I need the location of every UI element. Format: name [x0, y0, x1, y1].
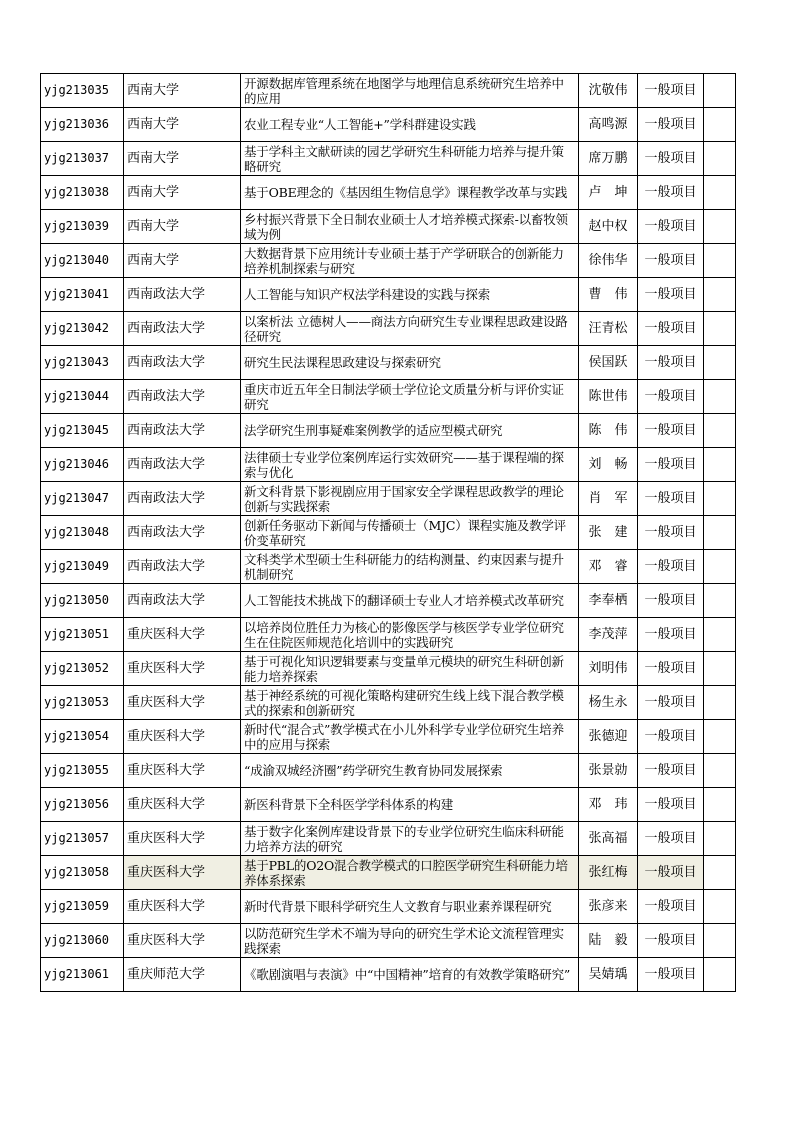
project-code: yjg213060 [41, 924, 124, 958]
project-type: 一般项目 [638, 312, 704, 346]
school-name: 重庆医科大学 [124, 822, 241, 856]
school-name: 西南政法大学 [124, 414, 241, 448]
project-code: yjg213058 [41, 856, 124, 890]
school-name: 西南政法大学 [124, 278, 241, 312]
empty-cell [704, 108, 736, 142]
project-leader: 刘明伟 [579, 652, 638, 686]
empty-cell [704, 584, 736, 618]
table-row [41, 414, 736, 448]
school-name: 重庆医科大学 [124, 924, 241, 958]
project-code: yjg213038 [41, 176, 124, 210]
project-title: 乡村振兴背景下全日制农业硕士人才培养模式探索-以畜牧领域为例 [241, 210, 579, 244]
project-type: 一般项目 [638, 788, 704, 822]
project-code: yjg213045 [41, 414, 124, 448]
table-row [41, 210, 736, 244]
project-leader: 高鸣源 [579, 108, 638, 142]
project-leader: 李茂萍 [579, 618, 638, 652]
table-row [41, 278, 736, 312]
project-type: 一般项目 [638, 176, 704, 210]
project-code: yjg213052 [41, 652, 124, 686]
project-leader: 邓 玮 [579, 788, 638, 822]
school-name: 重庆医科大学 [124, 618, 241, 652]
school-name: 西南政法大学 [124, 346, 241, 380]
project-leader: 张高福 [579, 822, 638, 856]
empty-cell [704, 346, 736, 380]
project-leader: 肖 军 [579, 482, 638, 516]
empty-cell [704, 754, 736, 788]
project-type: 一般项目 [638, 346, 704, 380]
school-name: 西南政法大学 [124, 550, 241, 584]
project-title: 大数据背景下应用统计专业硕士基于产学研联合的创新能力培养机制探索与研究 [241, 244, 579, 278]
table-row [41, 244, 736, 278]
empty-cell [704, 958, 736, 992]
project-title: 法学研究生刑事疑难案例教学的适应型模式研究 [241, 414, 579, 448]
project-type: 一般项目 [638, 618, 704, 652]
project-leader: 赵中权 [579, 210, 638, 244]
project-leader: 席万鹏 [579, 142, 638, 176]
project-title: 基于学科主文献研读的园艺学研究生科研能力培养与提升策略研究 [241, 142, 579, 176]
project-type: 一般项目 [638, 380, 704, 414]
table-row [41, 788, 736, 822]
project-title: 《歌剧演唱与表演》中“中国精神”培育的有效教学策略研究” [241, 958, 579, 992]
project-leader: 曹 伟 [579, 278, 638, 312]
table-row [41, 754, 736, 788]
table-row [41, 652, 736, 686]
school-name: 西南政法大学 [124, 482, 241, 516]
school-name: 西南政法大学 [124, 380, 241, 414]
project-leader: 汪青松 [579, 312, 638, 346]
project-leader: 侯国跃 [579, 346, 638, 380]
empty-cell [704, 652, 736, 686]
empty-cell [704, 720, 736, 754]
project-leader: 刘 畅 [579, 448, 638, 482]
project-type: 一般项目 [638, 482, 704, 516]
project-type: 一般项目 [638, 856, 704, 890]
project-code: yjg213039 [41, 210, 124, 244]
project-title: 农业工程专业“人工智能+”学科群建设实践 [241, 108, 579, 142]
school-name: 西南政法大学 [124, 312, 241, 346]
table-row [41, 822, 736, 856]
empty-cell [704, 686, 736, 720]
project-type: 一般项目 [638, 958, 704, 992]
project-code: yjg213046 [41, 448, 124, 482]
project-leader: 徐伟华 [579, 244, 638, 278]
project-title: 创新任务驱动下新闻与传播硕士（MJC）课程实施及教学评价变革研究 [241, 516, 579, 550]
project-code: yjg213041 [41, 278, 124, 312]
project-title: 以案析法 立德树人——商法方向研究生专业课程思政建设路径研究 [241, 312, 579, 346]
project-code: yjg213061 [41, 958, 124, 992]
project-title: 基于可视化知识逻辑要素与变量单元模块的研究生科研创新能力培养探索 [241, 652, 579, 686]
project-leader: 邓 睿 [579, 550, 638, 584]
school-name: 重庆医科大学 [124, 686, 241, 720]
table-row [41, 720, 736, 754]
school-name: 重庆医科大学 [124, 788, 241, 822]
empty-cell [704, 890, 736, 924]
school-name: 重庆医科大学 [124, 890, 241, 924]
table-row [41, 584, 736, 618]
empty-cell [704, 142, 736, 176]
project-type: 一般项目 [638, 108, 704, 142]
table-row [41, 890, 736, 924]
table-row [41, 380, 736, 414]
project-type: 一般项目 [638, 652, 704, 686]
project-leader: 李奉栖 [579, 584, 638, 618]
project-type: 一般项目 [638, 516, 704, 550]
project-leader: 吴婧瑀 [579, 958, 638, 992]
empty-cell [704, 482, 736, 516]
project-type: 一般项目 [638, 278, 704, 312]
project-title: 新时代背景下眼科学研究生人文教育与职业素养课程研究 [241, 890, 579, 924]
project-title: 新时代“混合式”教学模式在小儿外科学专业学位研究生培养中的应用与探索 [241, 720, 579, 754]
project-code: yjg213037 [41, 142, 124, 176]
project-leader: 张彦来 [579, 890, 638, 924]
project-title: 基于数字化案例库建设背景下的专业学位研究生临床科研能力培养方法的研究 [241, 822, 579, 856]
table-row [41, 448, 736, 482]
project-code: yjg213057 [41, 822, 124, 856]
project-title: 开源数据库管理系统在地图学与地理信息系统研究生培养中的应用 [241, 74, 579, 108]
project-title: 研究生民法课程思政建设与探索研究 [241, 346, 579, 380]
project-code: yjg213035 [41, 74, 124, 108]
project-code: yjg213053 [41, 686, 124, 720]
empty-cell [704, 176, 736, 210]
project-type: 一般项目 [638, 74, 704, 108]
project-type: 一般项目 [638, 244, 704, 278]
project-code: yjg213044 [41, 380, 124, 414]
project-title: 人工智能与知识产权法学科建设的实践与探索 [241, 278, 579, 312]
empty-cell [704, 244, 736, 278]
project-type: 一般项目 [638, 686, 704, 720]
empty-cell [704, 618, 736, 652]
empty-cell [704, 788, 736, 822]
project-title: 基于PBL的O2O混合教学模式的口腔医学研究生科研能力培养体系探索 [241, 856, 579, 890]
table-row [41, 142, 736, 176]
table-row [41, 516, 736, 550]
project-title: 基于神经系统的可视化策略构建研究生线上线下混合教学模式的探索和创新研究 [241, 686, 579, 720]
project-title: 新医科背景下全科医学学科体系的构建 [241, 788, 579, 822]
project-code: yjg213059 [41, 890, 124, 924]
project-title: 文科类学术型硕士生科研能力的结构测量、约束因素与提升机制研究 [241, 550, 579, 584]
table-body [41, 74, 736, 992]
project-code: yjg213050 [41, 584, 124, 618]
project-code: yjg213040 [41, 244, 124, 278]
project-code: yjg213051 [41, 618, 124, 652]
school-name: 重庆师范大学 [124, 958, 241, 992]
empty-cell [704, 550, 736, 584]
table-row [41, 74, 736, 108]
empty-cell [704, 74, 736, 108]
empty-cell [704, 210, 736, 244]
table-row [41, 924, 736, 958]
project-leader: 陈 伟 [579, 414, 638, 448]
project-title: 以培养岗位胜任力为核心的影像医学与核医学专业学位研究生在住院医师规范化培训中的实践研究 [241, 618, 579, 652]
table-row [41, 856, 736, 890]
project-code: yjg213049 [41, 550, 124, 584]
empty-cell [704, 856, 736, 890]
empty-cell [704, 516, 736, 550]
project-type: 一般项目 [638, 550, 704, 584]
project-type: 一般项目 [638, 414, 704, 448]
school-name: 西南大学 [124, 210, 241, 244]
project-leader: 张景勍 [579, 754, 638, 788]
project-leader: 卢 坤 [579, 176, 638, 210]
project-code: yjg213048 [41, 516, 124, 550]
project-code: yjg213056 [41, 788, 124, 822]
project-leader: 张 建 [579, 516, 638, 550]
project-type: 一般项目 [638, 584, 704, 618]
project-leader: 杨生永 [579, 686, 638, 720]
empty-cell [704, 380, 736, 414]
project-type: 一般项目 [638, 890, 704, 924]
empty-cell [704, 924, 736, 958]
project-leader: 陈世伟 [579, 380, 638, 414]
table-row [41, 108, 736, 142]
table-row [41, 176, 736, 210]
school-name: 西南大学 [124, 142, 241, 176]
school-name: 西南大学 [124, 108, 241, 142]
project-title: 基于OBE理念的《基因组生物信息学》课程教学改革与实践 [241, 176, 579, 210]
school-name: 西南大学 [124, 244, 241, 278]
table-row [41, 618, 736, 652]
school-name: 重庆医科大学 [124, 856, 241, 890]
project-leader: 陆 毅 [579, 924, 638, 958]
project-title: 重庆市近五年全日制法学硕士学位论文质量分析与评价实证研究 [241, 380, 579, 414]
project-code: yjg213054 [41, 720, 124, 754]
table-row [41, 312, 736, 346]
empty-cell [704, 822, 736, 856]
project-type: 一般项目 [638, 822, 704, 856]
project-title: “成渝双城经济圈”药学研究生教育协同发展探索 [241, 754, 579, 788]
project-code: yjg213036 [41, 108, 124, 142]
school-name: 西南大学 [124, 74, 241, 108]
project-code: yjg213047 [41, 482, 124, 516]
project-type: 一般项目 [638, 448, 704, 482]
school-name: 重庆医科大学 [124, 652, 241, 686]
project-type: 一般项目 [638, 720, 704, 754]
project-type: 一般项目 [638, 142, 704, 176]
project-title: 以防范研究生学术不端为导向的研究生学术论文流程管理实践探索 [241, 924, 579, 958]
project-type: 一般项目 [638, 754, 704, 788]
school-name: 西南政法大学 [124, 516, 241, 550]
project-title: 人工智能技术挑战下的翻译硕士专业人才培养模式改革研究 [241, 584, 579, 618]
empty-cell [704, 312, 736, 346]
school-name: 重庆医科大学 [124, 720, 241, 754]
school-name: 重庆医科大学 [124, 754, 241, 788]
table-row [41, 958, 736, 992]
table-row [41, 346, 736, 380]
table-row [41, 482, 736, 516]
table-row [41, 686, 736, 720]
project-type: 一般项目 [638, 210, 704, 244]
project-leader: 张红梅 [579, 856, 638, 890]
school-name: 西南政法大学 [124, 448, 241, 482]
project-code: yjg213055 [41, 754, 124, 788]
project-title: 新文科背景下影视剧应用于国家安全学课程思政教学的理论创新与实践探索 [241, 482, 579, 516]
project-code: yjg213042 [41, 312, 124, 346]
school-name: 西南大学 [124, 176, 241, 210]
project-table [40, 73, 736, 992]
table-row [41, 550, 736, 584]
project-title: 法律硕士专业学位案例库运行实效研究——基于课程端的探索与优化 [241, 448, 579, 482]
school-name: 西南政法大学 [124, 584, 241, 618]
empty-cell [704, 414, 736, 448]
project-code: yjg213043 [41, 346, 124, 380]
project-leader: 沈敬伟 [579, 74, 638, 108]
project-leader: 张德迎 [579, 720, 638, 754]
empty-cell [704, 278, 736, 312]
empty-cell [704, 448, 736, 482]
project-type: 一般项目 [638, 924, 704, 958]
